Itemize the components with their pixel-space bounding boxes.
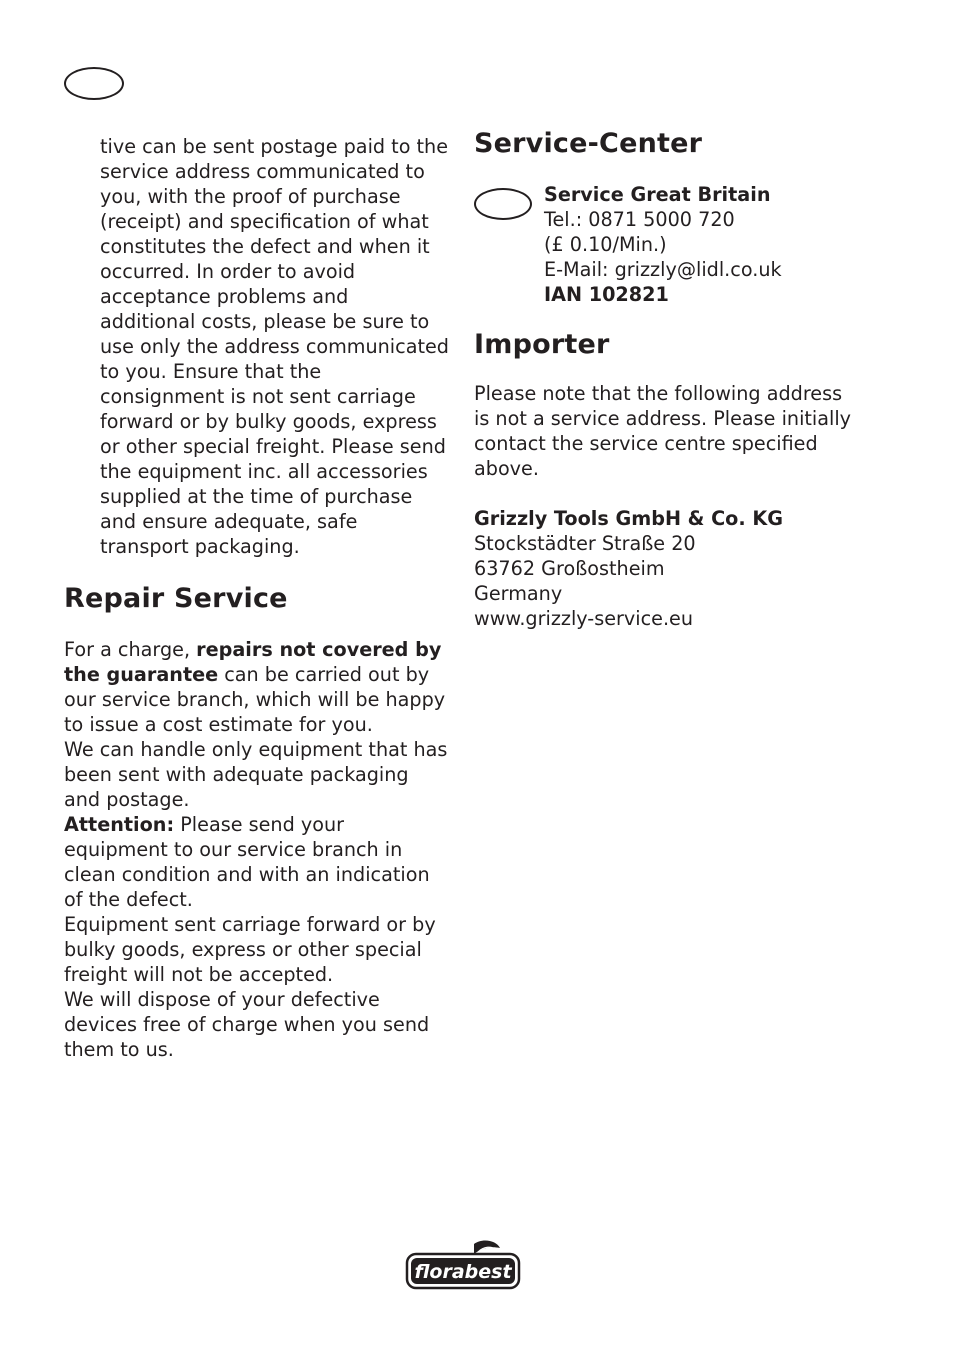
repair-service-paragraph-2: We can handle only equipment that has been sent with adequate packaging and postage. [64, 738, 448, 811]
importer-note: Please note that the following address is not a service address. Please initially contact the service centre specified above. [474, 382, 852, 480]
p3-text: Please send your equipment to our service branch in clean condition and with an indication of the defect. [64, 813, 430, 911]
right-column [474, 128, 854, 631]
repair-service-paragraph-5: We will dispose of your defective devices free of charge when you send them to us. [64, 988, 430, 1061]
service-ian [544, 282, 854, 307]
p1-bold: repairs not covered by the guarantee [64, 638, 442, 686]
importer-street: Stockstädter Straße 20 [474, 532, 696, 555]
p1-suffix: can be carried out by our service branch, which will be happy to issue a cost estimate for you. [64, 663, 446, 736]
service-rate: (£ 0.10/Min.) [544, 233, 667, 256]
importer-website[interactable]: www.grizzly-service.eu [474, 607, 694, 630]
svg-text:florabest: florabest [414, 1261, 512, 1283]
florabest-logo [404, 1240, 522, 1292]
repair-service-paragraph-1 [64, 637, 449, 737]
p1-prefix: For a charge, [64, 638, 197, 661]
intro-paragraph: tive can be sent postage paid to the service address communicated to you, with the proof of purchase (receipt) and specification of what constitutes the defect and when it occurred. In order to avoid acceptance problems and additional costs, please be sure to use only the address communicated to you. Ensure that the consignment is not sent carriage forward or by bulky goods, express or other special freight. Please send the equipment inc. all accessories supplied at the time of purchase and ensure adequate, safe transport packaging. [100, 135, 449, 558]
service-name [544, 182, 854, 207]
ian-text: IAN 102821 [544, 283, 669, 306]
service-email[interactable]: E-Mail: grizzly@lidl.co.uk [544, 258, 782, 281]
importer-heading: Importer [474, 329, 610, 360]
importer-country: Germany [474, 582, 563, 605]
importer-company [474, 506, 854, 531]
service-tel: Tel.: 0871 5000 720 [544, 208, 735, 231]
left-column [64, 134, 449, 1062]
service-center-block [474, 182, 854, 307]
company-text: Grizzly Tools GmbH & Co. KG [474, 507, 783, 530]
repair-service-heading: Repair Service [64, 583, 288, 614]
service-center-heading: Service-Center [474, 128, 703, 159]
repair-service-paragraph-3 [64, 812, 449, 912]
service-name-text: Service Great Britain [544, 183, 771, 206]
country-marker-oval [474, 188, 532, 220]
repair-service-paragraph-4: Equipment sent carriage forward or by bulky goods, express or other special freight will not be accepted. [64, 913, 436, 986]
attention-label: Attention: [64, 813, 175, 836]
language-marker-oval [64, 67, 124, 100]
importer-city: 63762 Großostheim [474, 557, 665, 580]
